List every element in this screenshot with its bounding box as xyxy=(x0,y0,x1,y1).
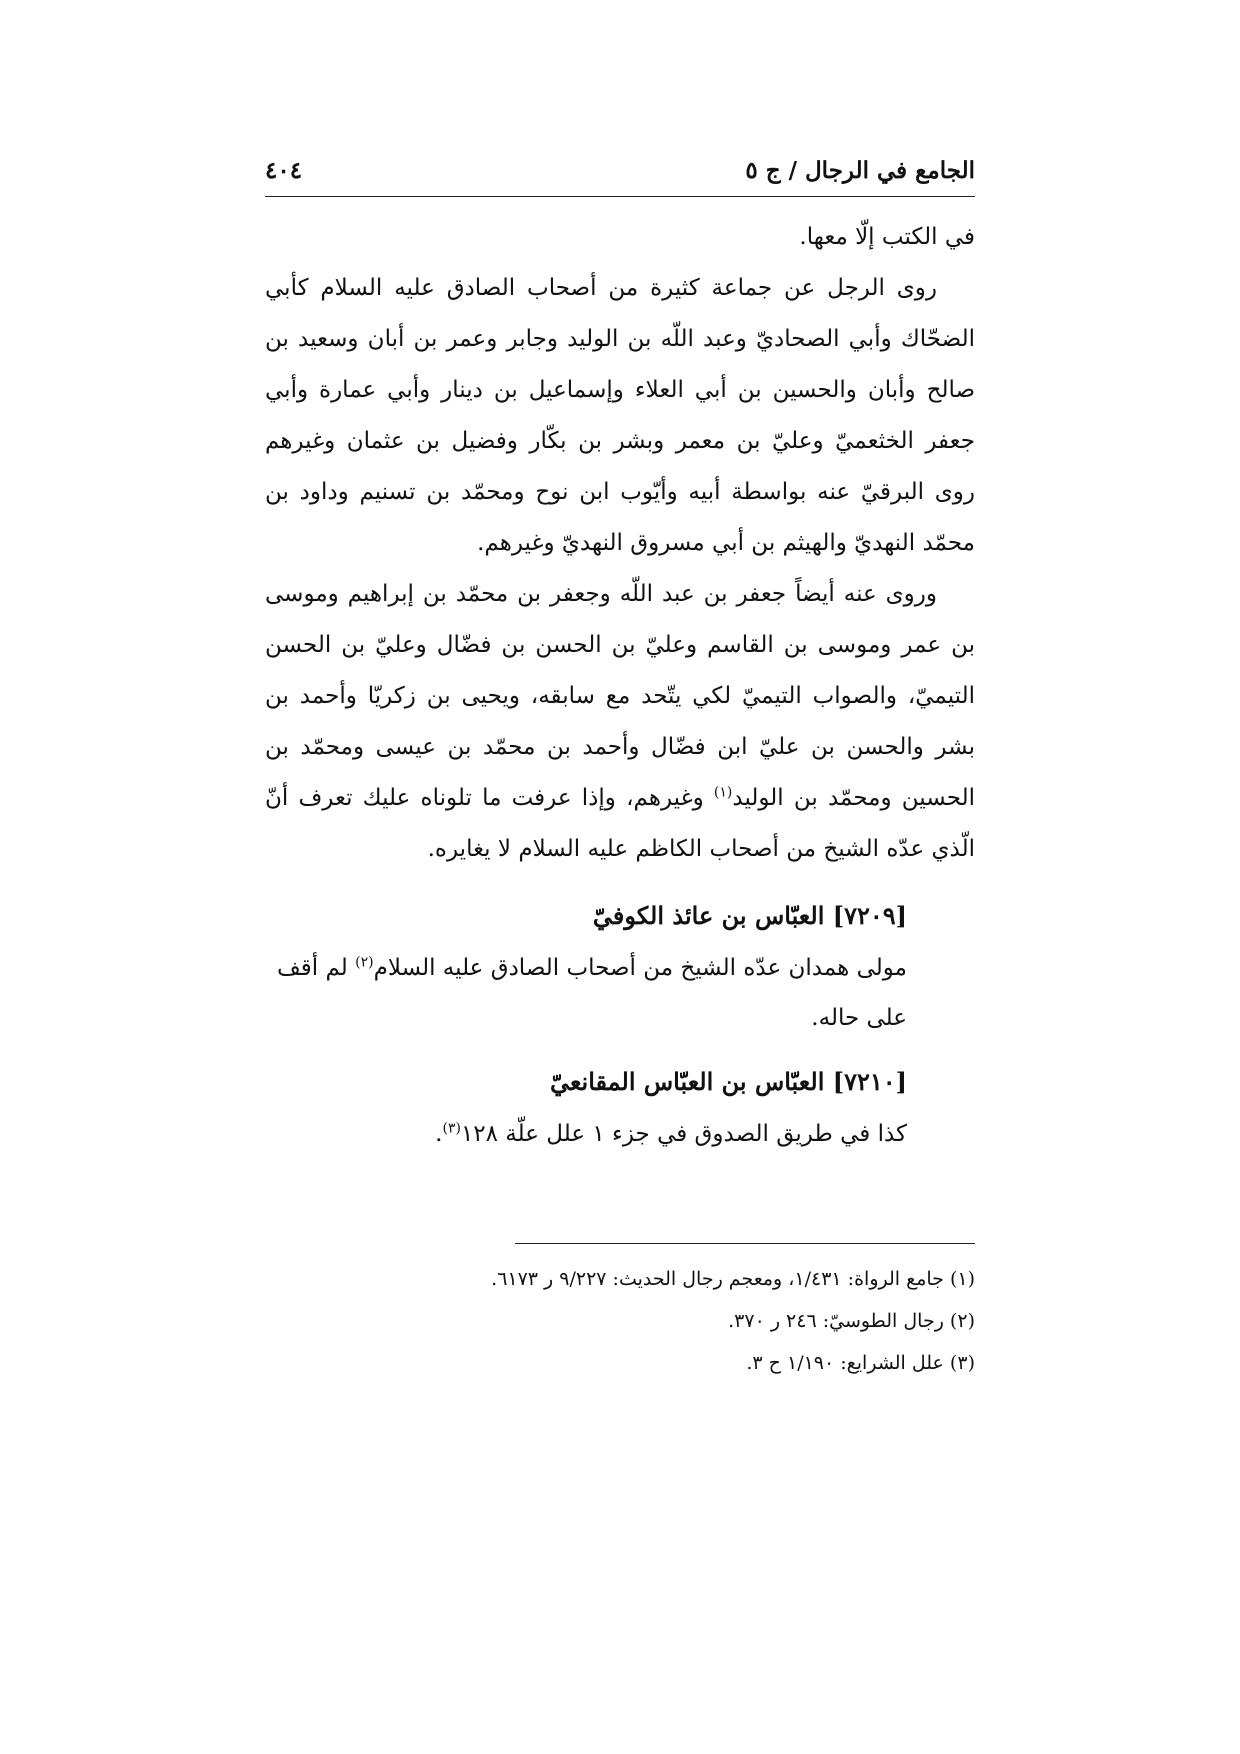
paragraph-narrators: روى الرجل عن جماعة كثيرة من أصحاب الصادق عليه السلام كأبي الضحّاك وأبي الصحاديّ وعبد اللّه بن الوليد وجابر وعمر بن أبان وسعيد بن صالح وأبان والحسين بن أبي العلاء وإسماعيل بن دينار وأبي عمارة وأبي جعفر الخثعميّ وعليّ بن معمر وبشر بن بكّار وفضيل بن عثمان وغيرهم روى البرقيّ عنه بواسطة أبيه وأيّوب ابن نوح ومحمّد بن تسنيم وداود بن محمّد النهديّ والهيثم بن أبي مسروق النهديّ وغيرهم. xyxy=(265,275,975,556)
entry-text xyxy=(265,1109,907,1159)
entry-text xyxy=(265,943,907,1043)
book-page xyxy=(265,0,975,1754)
footnote-1: (١) جامع الرواة: ١/٤٣١، ومعجم رجال الحديث: ٩/٢٢٧ ر ٦١٧٣. xyxy=(491,1268,975,1290)
footnotes xyxy=(265,1258,975,1384)
footnote-rule xyxy=(515,1243,975,1244)
entry-title: [٧٢٠٩] العبّاس بن عائذ الكوفيّ xyxy=(592,901,907,930)
paragraph-transmitters xyxy=(265,569,975,875)
entry-text-main: كذا في طريق الصدوق في جزء ١ علل علّة ١٢٨ xyxy=(460,1121,907,1147)
entry-7210 xyxy=(265,1055,975,1159)
entry-title: [٧٢١٠] العبّاس بن العبّاس المقانعيّ xyxy=(549,1067,907,1096)
running-header xyxy=(265,150,975,190)
footnote-ref-3: (٣) xyxy=(442,1120,461,1137)
paragraph-transmitters-text: وروى عنه أيضاً جعفر بن عبد اللّه وجعفر بن محمّد بن إبراهيم وموسى بن عمر وموسى بن القاسم وعليّ بن الحسن بن فضّال وعليّ بن الحسن التيميّ، والصواب التيميّ لكي يتّحد مع سابقه، ويحيى بن زكريّا وأحمد بن بشر والحسن بن عليّ ابن فضّال وأحمد بن محمّد بن عيسى ومحمّد بن الحسين ومحمّد بن الوليد xyxy=(265,581,975,811)
entry-text-tail: . xyxy=(435,1121,443,1147)
header-rule xyxy=(265,196,975,197)
footnote-3: (٣) علل الشرايع: ١/١٩٠ ح ٣. xyxy=(746,1352,975,1374)
paragraph-continuation: في الكتب إلّا معها. xyxy=(799,224,975,250)
entry-text-main: مولى همدان عدّه الشيخ من أصحاب الصادق عليه السلام xyxy=(373,955,907,981)
footnote-ref-2: (٢) xyxy=(355,954,374,971)
running-title: الجامع في الرجال / ج ٥ xyxy=(745,156,975,184)
main-text xyxy=(265,212,975,1159)
entry-text-tail: لم أقف على حاله. xyxy=(277,955,907,1031)
entry-7209 xyxy=(265,889,975,1043)
footnote-2: (٢) رجال الطوسيّ: ٢٤٦ ر ٣٧٠. xyxy=(728,1310,975,1332)
footnote-ref-1: (١) xyxy=(713,784,733,801)
page-number: ٤٠٤ xyxy=(265,156,303,184)
paragraph-transmitters-end: وغيرهم، وإذا عرفت ما تلوناه عليك تعرف أنّ الّذي عدّه الشيخ من أصحاب الكاظم عليه السلام لا يغايره. xyxy=(265,785,975,862)
